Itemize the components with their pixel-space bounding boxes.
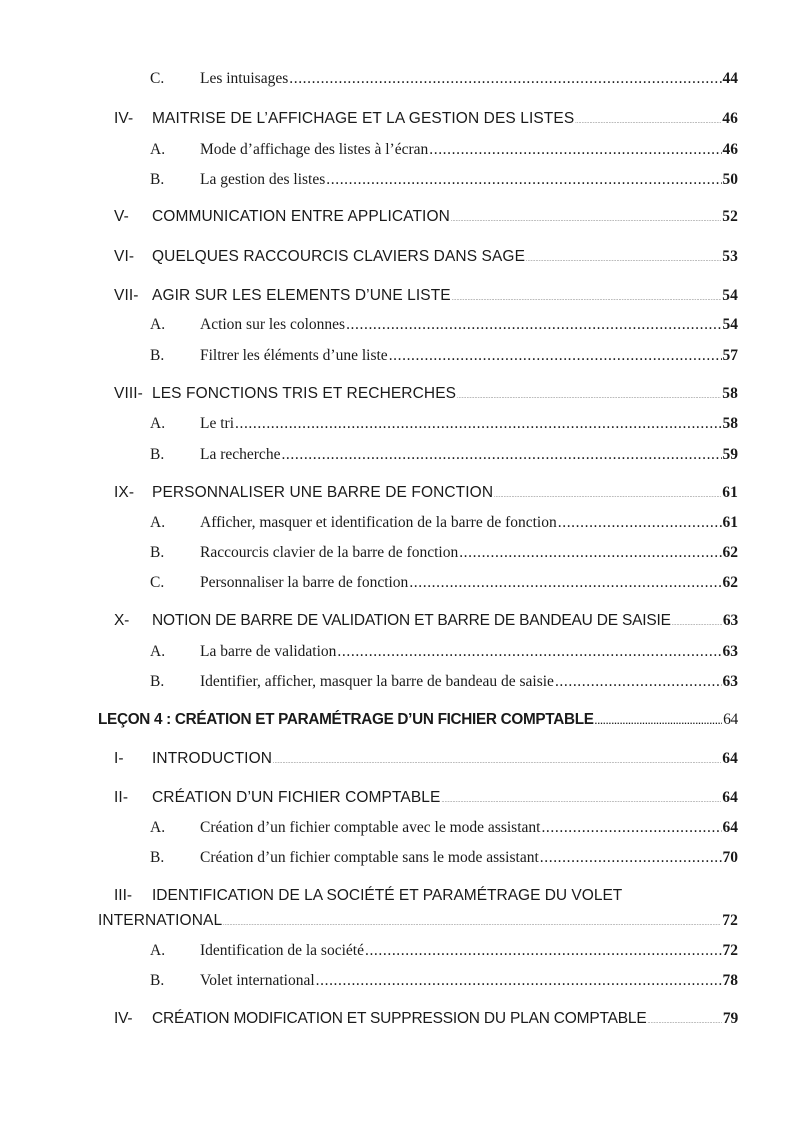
dot-leader <box>346 316 721 334</box>
entry-number: C. <box>150 70 165 87</box>
dot-leader <box>326 171 721 189</box>
entry-title: MAITRISE DE L’AFFICHAGE ET LA GESTION DES LISTES <box>152 110 575 127</box>
page-number: 54 <box>722 316 738 333</box>
dot-leader <box>451 217 721 223</box>
page-number: 72 <box>722 912 738 929</box>
toc-section-first-line[interactable] <box>114 887 622 905</box>
dot-leader <box>459 544 721 562</box>
page-number: 52 <box>722 208 738 225</box>
dot-leader <box>558 514 722 532</box>
dot-leader <box>281 446 721 464</box>
dot-leader <box>575 119 721 125</box>
entry-title: LES FONCTIONS TRIS ET RECHERCHES <box>152 385 457 402</box>
page-number: 44 <box>722 70 738 87</box>
toc-section[interactable] <box>114 1010 738 1028</box>
entry-title: La recherche <box>200 446 281 463</box>
entry-title: Action sur les colonnes <box>200 316 346 333</box>
dot-leader <box>235 415 722 433</box>
entry-number: B. <box>150 446 165 463</box>
toc-section[interactable] <box>114 248 738 266</box>
page-number: 61 <box>722 514 738 531</box>
entry-title: Identification de la société <box>200 942 364 959</box>
entry-title: Volet international <box>200 972 315 989</box>
entry-number: A. <box>150 819 166 836</box>
dot-leader <box>494 493 721 499</box>
toc-entry[interactable] <box>150 942 738 960</box>
page-number: 62 <box>722 544 738 561</box>
entry-number: X- <box>114 612 130 629</box>
dot-leader <box>672 621 722 627</box>
dot-leader <box>337 643 721 661</box>
page-number: 61 <box>722 484 738 501</box>
entry-number: III- <box>114 887 133 904</box>
toc-entry[interactable] <box>150 849 738 867</box>
entry-number: A. <box>150 942 166 959</box>
entry-number: A. <box>150 141 166 158</box>
dot-leader <box>540 849 722 867</box>
entry-title: INTRODUCTION <box>152 750 273 767</box>
toc-entry[interactable] <box>150 514 738 532</box>
toc-entry[interactable] <box>150 643 738 661</box>
entry-title: Mode d’affichage des listes à l’écran <box>200 141 429 158</box>
entry-number: VI- <box>114 248 135 265</box>
entry-number: B. <box>150 544 165 561</box>
entry-number: A. <box>150 316 166 333</box>
dot-leader <box>441 798 721 804</box>
page-number: 64 <box>722 789 738 806</box>
entry-number: A. <box>150 514 166 531</box>
entry-title: AGIR SUR LES ELEMENTS D’UNE LISTE <box>152 287 451 304</box>
dot-leader <box>541 819 721 837</box>
entry-title: La gestion des listes <box>200 171 326 188</box>
page-number: 58 <box>722 385 738 402</box>
entry-number: B. <box>150 347 165 364</box>
entry-title: NOTION DE BARRE DE VALIDATION ET BARRE DE BANDEAU DE SAISIE <box>152 612 671 629</box>
toc-section[interactable] <box>114 789 738 807</box>
toc-section[interactable] <box>114 385 738 403</box>
page-number: 64 <box>722 819 738 836</box>
entry-number: IV- <box>114 1010 133 1027</box>
page-number: 63 <box>722 612 738 629</box>
dot-leader <box>365 942 722 960</box>
dot-leader <box>316 972 722 990</box>
entry-title: IDENTIFICATION DE LA SOCIÉTÉ ET PARAMÉTRAGE DU VOLET <box>152 887 623 904</box>
toc-section[interactable] <box>114 484 738 502</box>
entry-title: Personnaliser la barre de fonction <box>200 574 409 591</box>
toc-entry[interactable] <box>150 141 738 159</box>
page-number: 46 <box>722 141 738 158</box>
page-number: 72 <box>722 942 738 959</box>
page-number: 63 <box>722 643 738 660</box>
entry-title: CRÉATION MODIFICATION ET SUPPRESSION DU PLAN COMPTABLE <box>152 1010 647 1027</box>
toc-entry[interactable] <box>150 673 738 691</box>
page-number: 78 <box>722 972 738 989</box>
toc-section[interactable] <box>114 287 738 305</box>
dot-leader <box>289 70 721 88</box>
toc-entry[interactable] <box>150 544 738 562</box>
toc-section[interactable] <box>114 110 738 128</box>
dot-leader <box>273 759 721 765</box>
page-number: 57 <box>722 347 738 364</box>
entry-number: II- <box>114 789 129 806</box>
dot-leader <box>555 673 722 691</box>
page-number: 70 <box>722 849 738 866</box>
entry-number: B. <box>150 673 165 690</box>
page-number: 58 <box>722 415 738 432</box>
entry-number: I- <box>114 750 124 767</box>
toc-entry[interactable] <box>150 972 738 990</box>
dot-leader <box>429 141 721 159</box>
entry-number: VIII- <box>114 385 143 402</box>
entry-title: Filtrer les éléments d’une liste <box>200 347 388 364</box>
entry-number: A. <box>150 643 166 660</box>
dot-leader <box>647 1019 721 1025</box>
entry-title-continuation: INTERNATIONAL <box>98 912 223 929</box>
dot-leader <box>389 347 722 365</box>
toc-entry[interactable] <box>150 574 738 592</box>
toc-section-continuation[interactable] <box>98 912 738 930</box>
entry-number: C. <box>150 574 165 591</box>
entry-number: IX- <box>114 484 135 501</box>
entry-number: IV- <box>114 110 134 127</box>
dot-leader <box>223 921 721 927</box>
entry-title: Afficher, masquer et identification de la barre de fonction <box>200 514 557 531</box>
lesson-title: LEÇON 4 : CRÉATION ET PARAMÉTRAGE D’UN FICHIER COMPTABLE <box>98 711 594 728</box>
dot-leader <box>526 257 721 263</box>
toc-entry[interactable] <box>150 316 738 334</box>
entry-title: Raccourcis clavier de la barre de fonction <box>200 544 459 561</box>
entry-title: Création d’un fichier comptable avec le mode assistant <box>200 819 541 836</box>
entry-title: QUELQUES RACCOURCIS CLAVIERS DANS SAGE <box>152 248 526 265</box>
entry-title: Les intuisages <box>200 70 289 87</box>
entry-number: B. <box>150 171 165 188</box>
page-number: 64 <box>722 750 738 767</box>
entry-title: Le tri <box>200 415 234 432</box>
entry-title: CRÉATION D’UN FICHIER COMPTABLE <box>152 789 441 806</box>
toc-section[interactable] <box>114 750 738 768</box>
toc-entry[interactable] <box>150 171 738 189</box>
entry-title: PERSONNALISER UNE BARRE DE FONCTION <box>152 484 494 501</box>
dot-leader <box>457 394 721 400</box>
entry-number: V- <box>114 208 129 225</box>
toc-section[interactable] <box>114 612 738 630</box>
toc-entry[interactable] <box>150 70 738 88</box>
toc-lesson-heading[interactable] <box>98 711 738 729</box>
entry-title: La barre de validation <box>200 643 337 660</box>
page-number: 46 <box>722 110 738 127</box>
page-number: 64 <box>723 711 738 728</box>
page-number: 50 <box>722 171 738 188</box>
page-number: 62 <box>722 574 738 591</box>
toc-entry[interactable] <box>150 415 738 433</box>
entry-title: COMMUNICATION ENTRE APPLICATION <box>152 208 450 225</box>
entry-number: B. <box>150 972 165 989</box>
dot-leader <box>409 574 721 592</box>
page-number: 79 <box>722 1010 738 1027</box>
page-number: 59 <box>722 446 738 463</box>
toc-entry[interactable] <box>150 446 738 464</box>
toc-entry[interactable] <box>150 819 738 837</box>
dot-leader <box>452 296 722 302</box>
page-number: 54 <box>722 287 738 304</box>
entry-title: Identifier, afficher, masquer la barre de bandeau de saisie <box>200 673 554 690</box>
entry-number: B. <box>150 849 165 866</box>
entry-title: Création d’un fichier comptable sans le mode assistant <box>200 849 539 866</box>
toc-section[interactable] <box>114 208 738 226</box>
page-number: 53 <box>722 248 738 265</box>
page-number: 63 <box>722 673 738 690</box>
entry-number: A. <box>150 415 166 432</box>
toc-entry[interactable] <box>150 347 738 365</box>
entry-number: VII- <box>114 287 139 304</box>
dot-leader <box>595 716 722 726</box>
